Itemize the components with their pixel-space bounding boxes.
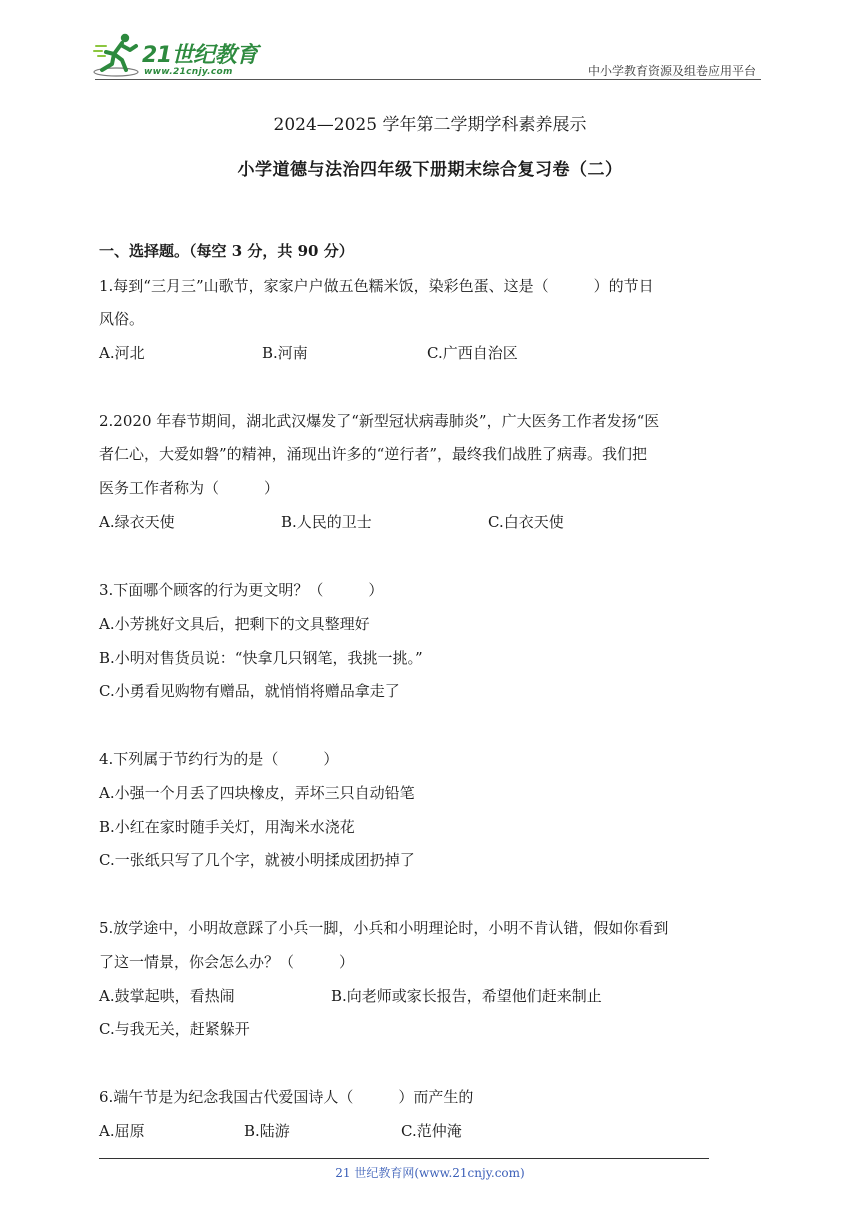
exam-term-title: 2024—2025 学年第二学期学科素养展示 (273, 115, 587, 135)
runner-logo-icon (92, 32, 144, 78)
logo-url: www.21cnjy.com (144, 67, 233, 77)
footer-link[interactable]: 21 世纪教育网(www.21cnjy.com) (335, 1166, 525, 1180)
question-5-option-b: B.向老师或家长报告，希望他们赶来制止 (331, 987, 602, 1005)
question-6-option-b: B.陆游 (244, 1122, 290, 1140)
question-2-option-c: C.白衣天使 (488, 513, 564, 531)
question-6-text: 6.端午节是为纪念我国古代爱国诗人（ ）而产生的 (99, 1088, 474, 1106)
question-2-text: 者仁心，大爱如磐”的精神，涌现出许多的“逆行者”，最终我们战胜了病毒。我们把 (99, 445, 648, 463)
question-2-text: 2.2020 年春节期间，湖北武汉爆发了“新型冠状病毒肺炎”，广大医务工作者发扬“医 (99, 412, 660, 430)
question-1-option-c: C.广西自治区 (427, 344, 518, 362)
question-4-option-b: B.小红在家时随手关灯，用淘米水浇花 (99, 818, 355, 836)
section-heading: 一、选择题。（每空 3 分，共 90 分） (99, 242, 354, 260)
question-3-text: 3.下面哪个顾客的行为更文明？（ ） (99, 581, 384, 599)
question-5-text: 了这一情景，你会怎么办？（ ） (99, 953, 355, 971)
logo-text: 21世纪教育 (142, 43, 258, 68)
question-2-option-b: B.人民的卫士 (281, 513, 372, 531)
exam-main-title: 小学道德与法治四年级下册期末综合复习卷（二） (237, 160, 623, 180)
question-5-option-c: C.与我无关，赶紧躲开 (99, 1020, 250, 1038)
question-4-text: 4.下列属于节约行为的是（ ） (99, 750, 339, 768)
question-4-option-c: C.一张纸只写了几个字，就被小明揉成团扔掉了 (99, 851, 415, 869)
question-3-option-a: A.小芳挑好文具后，把剩下的文具整理好 (99, 615, 370, 633)
question-2-option-a: A.绿衣天使 (99, 513, 175, 531)
footer-divider (99, 1158, 709, 1159)
question-3-option-c: C.小勇看见购物有赠品，就悄悄将赠品拿走了 (99, 682, 400, 700)
header-tagline: 中小学教育资源及组卷应用平台 (587, 64, 756, 78)
question-2-text: 医务工作者称为（ ） (99, 479, 280, 497)
question-3-option-b: B.小明对售货员说：“快拿几只钢笔，我挑一挑。” (99, 649, 423, 667)
question-5-option-a: A.鼓掌起哄，看热闹 (99, 987, 235, 1005)
question-1-text: 1.每到“三月三”山歌节，家家户户做五色糯米饭，染彩色蛋、这是（ ）的节日 (99, 277, 654, 295)
question-6-option-c: C.范仲淹 (401, 1122, 462, 1140)
question-5-text: 5.放学途中，小明故意踩了小兵一脚，小兵和小明理论时，小明不肯认错，假如你看到 (99, 919, 669, 937)
question-1-option-a: A.河北 (99, 344, 145, 362)
question-6-option-a: A.屈原 (99, 1122, 145, 1140)
site-logo[interactable] (92, 30, 262, 80)
question-1-text: 风俗。 (99, 310, 145, 328)
question-1-option-b: B.河南 (262, 344, 308, 362)
question-4-option-a: A.小强一个月丢了四块橡皮，弄坏三只自动铅笔 (99, 784, 415, 802)
header-divider (95, 79, 761, 80)
